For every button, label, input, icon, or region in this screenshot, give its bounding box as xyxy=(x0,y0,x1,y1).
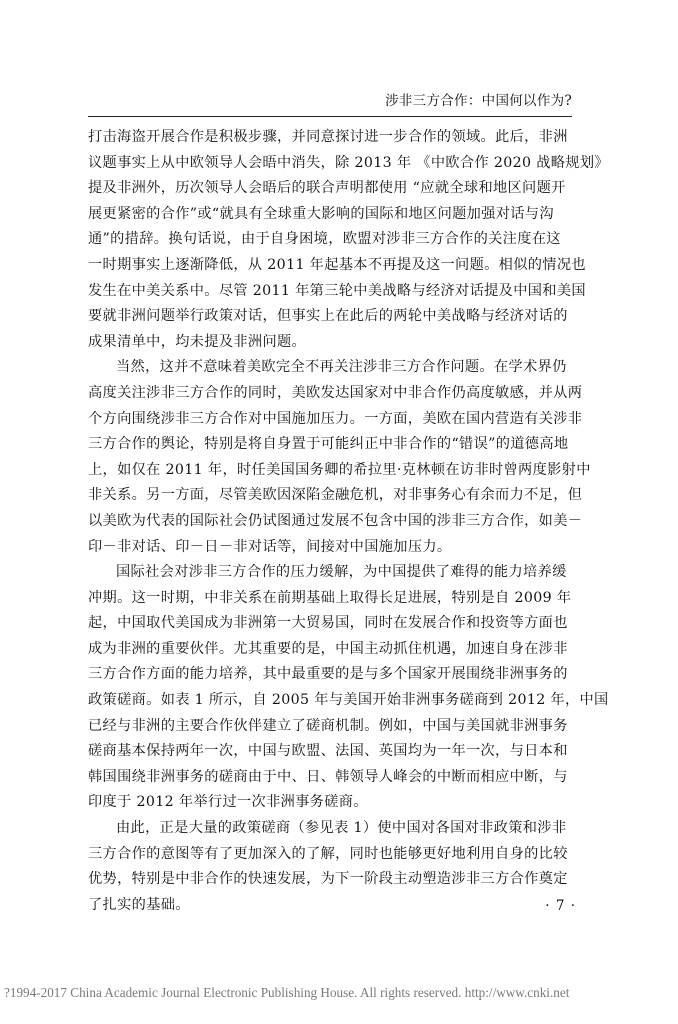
text-line: 当然，这并不意味着美欧完全不再关注涉非三方合作问题。在学术界仍 xyxy=(116,359,567,376)
text-line: 了扎实的基础。 xyxy=(88,896,190,913)
text-line: 印－非对话、印－日－非对话等，间接对中国施加压力。 xyxy=(88,538,452,555)
text-line: 三方合作的舆论，特别是将自身置于可能纠正中非合作的“错误”的道德高地 xyxy=(88,436,569,453)
text-line: 冲期。这一时期，中非关系在前期基础上取得长足进展，特别是自 2009 年 xyxy=(88,589,572,606)
page-number: · 7 · xyxy=(545,898,576,914)
text-line: 提及非洲外，历次领导人会晤后的联合声明都使用 “应就全球和地区问题开 xyxy=(88,180,566,197)
text-line: 三方合作方面的能力培养，其中最重要的是与多个国家开展围绕非洲事务的 xyxy=(88,666,568,683)
paragraph xyxy=(88,355,590,560)
paragraph xyxy=(88,560,609,816)
text-line: 印度于 2012 年举行过一次非洲事务磋商。 xyxy=(88,794,368,811)
text-line: 国际社会对涉非三方合作的压力缓解，为中国提供了难得的能力培养缓 xyxy=(116,564,567,581)
text-line: 三方合作的意图等有了更加深入的了解，同时也能够更好地利用自身的比较 xyxy=(88,845,568,862)
text-line: 发生在中美关系中。尽管 2011 年第三轮中美战略与经济对话提及中国和美国 xyxy=(88,282,586,299)
text-line: 上，如仅在 2011 年，时任美国国务卿的希拉里·克林顿在访非时曾两度影射中 xyxy=(88,461,591,478)
text-line: 展更紧密的合作”或“就具有全球重大影响的国际和地区问题加强对话与沟 xyxy=(88,205,554,222)
text-line: 高度关注涉非三方合作的同时，美欧发达国家对中非合作仍高度敏感，并从两 xyxy=(88,384,583,401)
header-rule xyxy=(88,116,572,117)
text-line: 一时期事实上逐渐降低，从 2011 年起基本不再提及这一问题。相似的情况也 xyxy=(88,256,586,273)
text-line: 由此，正是大量的政策磋商（参见表 1）使中国对各国对非政策和涉非 xyxy=(116,820,567,837)
text-line: 成果清单中，均未提及非洲问题。 xyxy=(88,333,307,350)
text-line: 以美欧为代表的国际社会仍试图通过发展不包含中国的涉非三方合作，如美－ xyxy=(88,512,583,529)
paragraph xyxy=(88,125,609,355)
text-line: 要就非洲问题举行政策对话，但事实上在此后的两轮中美战略与经济对话的 xyxy=(88,308,568,325)
copyright-footer: ?1994-2017 China Academic Journal Electronic Publishing House. All rights reserved. http://www.cnki.net xyxy=(4,985,570,1000)
text-line: 非关系。另一方面，尽管美欧因深陷金融危机，对非事务心有余而力不足，但 xyxy=(88,487,583,504)
text-line: 已经与非洲的主要合作伙伴建立了磋商机制。例如，中国与美国就非洲事务 xyxy=(88,717,568,734)
body-text xyxy=(88,125,609,918)
text-line: 磋商基本保持两年一次，中国与欧盟、法国、英国均为一年一次，与日本和 xyxy=(88,743,568,760)
text-line: 议题事实上从中欧领导人会晤中消失，除 2013 年 《中欧合作 2020 战略规划》 xyxy=(88,154,609,171)
text-line: 通”的措辞。换句话说，由于自身困境，欧盟对涉非三方合作的关注度在这 xyxy=(88,231,561,248)
text-line: 成为非洲的重要伙伴。尤其重要的是，中国主动抓住机遇，加速自身在涉非 xyxy=(88,640,568,657)
text-line: 打击海盗开展合作是积极步骤，并同意探讨进一步合作的领域。此后，非洲 xyxy=(88,129,568,145)
text-line: 个方向围绕涉非三方合作对中国施加压力。一方面，美欧在国内营造有关涉非 xyxy=(88,410,583,427)
text-line: 优势，特别是中非合作的快速发展，为下一阶段主动塑造涉非三方合作奠定 xyxy=(88,871,568,888)
text-line: 韩国围绕非洲事务的磋商由于中、日、韩领导人峰会的中断而相应中断，与 xyxy=(88,768,568,785)
text-line: 政策磋商。如表 1 所示，自 2005 年与美国开始非洲事务磋商到 2012 年，中国 xyxy=(88,692,609,709)
text-line: 起，中国取代美国成为非洲第一大贸易国，同时在发展合作和投资等方面也 xyxy=(88,615,568,632)
running-title: 涉非三方合作：中国何以作为? xyxy=(385,93,572,109)
